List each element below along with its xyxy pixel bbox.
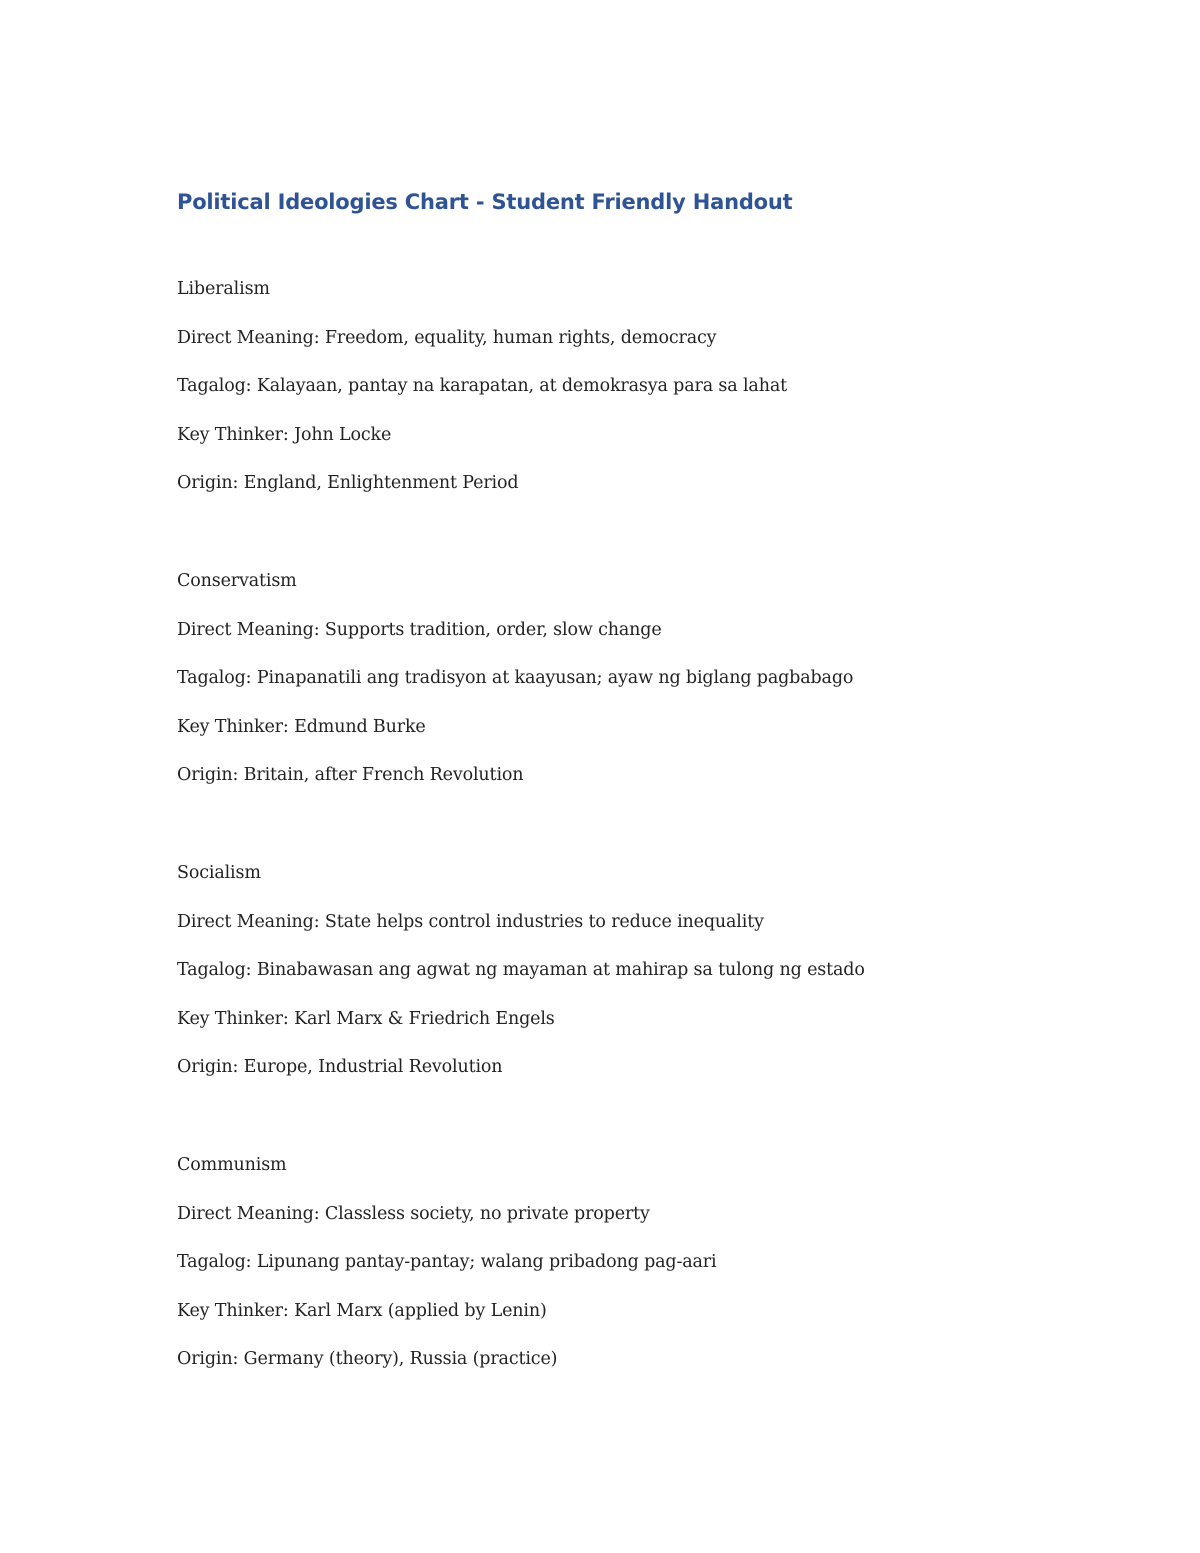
direct-meaning-line — [177, 910, 1077, 959]
ideology-section-socialism — [177, 861, 1077, 1104]
key-thinker-value: Karl Marx & Friedrich Engels — [294, 1008, 555, 1029]
origin-value: Britain, after French Revolution — [243, 765, 524, 786]
key-thinker-label: Key Thinker: — [177, 424, 289, 445]
ideology-section-liberalism — [177, 277, 1077, 520]
direct-meaning-label: Direct Meaning: — [177, 1203, 320, 1224]
origin-line — [177, 1347, 1077, 1396]
ideology-section-conservatism — [177, 569, 1077, 812]
tagalog-value: Pinapanatili ang tradisyon at kaayusan; ayaw ng biglang pagbabago — [256, 668, 854, 689]
origin-line — [177, 763, 1077, 812]
ideology-name: Liberalism — [177, 279, 270, 299]
tagalog-label: Tagalog: — [177, 376, 252, 397]
tagalog-value: Binabawasan ang agwat ng mayaman at mahirap sa tulong ng estado — [256, 960, 865, 981]
tagalog-line — [177, 666, 1077, 715]
origin-label: Origin: — [177, 765, 239, 786]
origin-label: Origin: — [177, 1349, 239, 1370]
direct-meaning-line — [177, 1202, 1077, 1251]
direct-meaning-label: Direct Meaning: — [177, 327, 320, 348]
origin-value: Germany (theory), Russia (practice) — [243, 1349, 558, 1370]
tagalog-line — [177, 374, 1077, 423]
direct-meaning-label: Direct Meaning: — [177, 911, 320, 932]
origin-value: Europe, Industrial Revolution — [243, 1057, 503, 1078]
key-thinker-line — [177, 423, 1077, 472]
ideology-name: Socialism — [177, 863, 261, 883]
origin-value: England, Enlightenment Period — [243, 473, 519, 494]
key-thinker-label: Key Thinker: — [177, 716, 289, 737]
direct-meaning-value: State helps control industries to reduce inequality — [324, 911, 764, 932]
tagalog-line — [177, 1250, 1077, 1299]
key-thinker-value: Edmund Burke — [294, 716, 426, 737]
tagalog-value: Kalayaan, pantay na karapatan, at demokrasya para sa lahat — [256, 376, 787, 397]
direct-meaning-line — [177, 326, 1077, 375]
tagalog-line — [177, 958, 1077, 1007]
direct-meaning-label: Direct Meaning: — [177, 619, 320, 640]
direct-meaning-value: Freedom, equality, human rights, democracy — [324, 327, 717, 348]
direct-meaning-value: Classless society, no private property — [324, 1203, 650, 1224]
origin-label: Origin: — [177, 473, 239, 494]
tagalog-label: Tagalog: — [177, 960, 252, 981]
key-thinker-value: Karl Marx (applied by Lenin) — [294, 1300, 547, 1321]
origin-label: Origin: — [177, 1057, 239, 1078]
key-thinker-label: Key Thinker: — [177, 1008, 289, 1029]
ideology-name: Conservatism — [177, 571, 297, 591]
key-thinker-label: Key Thinker: — [177, 1300, 289, 1321]
tagalog-label: Tagalog: — [177, 1252, 252, 1273]
origin-line — [177, 1055, 1077, 1104]
direct-meaning-value: Supports tradition, order, slow change — [324, 619, 662, 640]
document-title: Political Ideologies Chart - Student Friendly Handout — [177, 190, 793, 214]
origin-line — [177, 471, 1077, 520]
tagalog-value: Lipunang pantay-pantay; walang pribadong pag-aari — [256, 1252, 717, 1273]
direct-meaning-line — [177, 618, 1077, 667]
tagalog-label: Tagalog: — [177, 668, 252, 689]
ideology-section-communism — [177, 1153, 1077, 1396]
ideology-name: Communism — [177, 1155, 287, 1175]
key-thinker-line — [177, 715, 1077, 764]
key-thinker-line — [177, 1299, 1077, 1348]
key-thinker-value: John Locke — [294, 424, 392, 445]
key-thinker-line — [177, 1007, 1077, 1056]
